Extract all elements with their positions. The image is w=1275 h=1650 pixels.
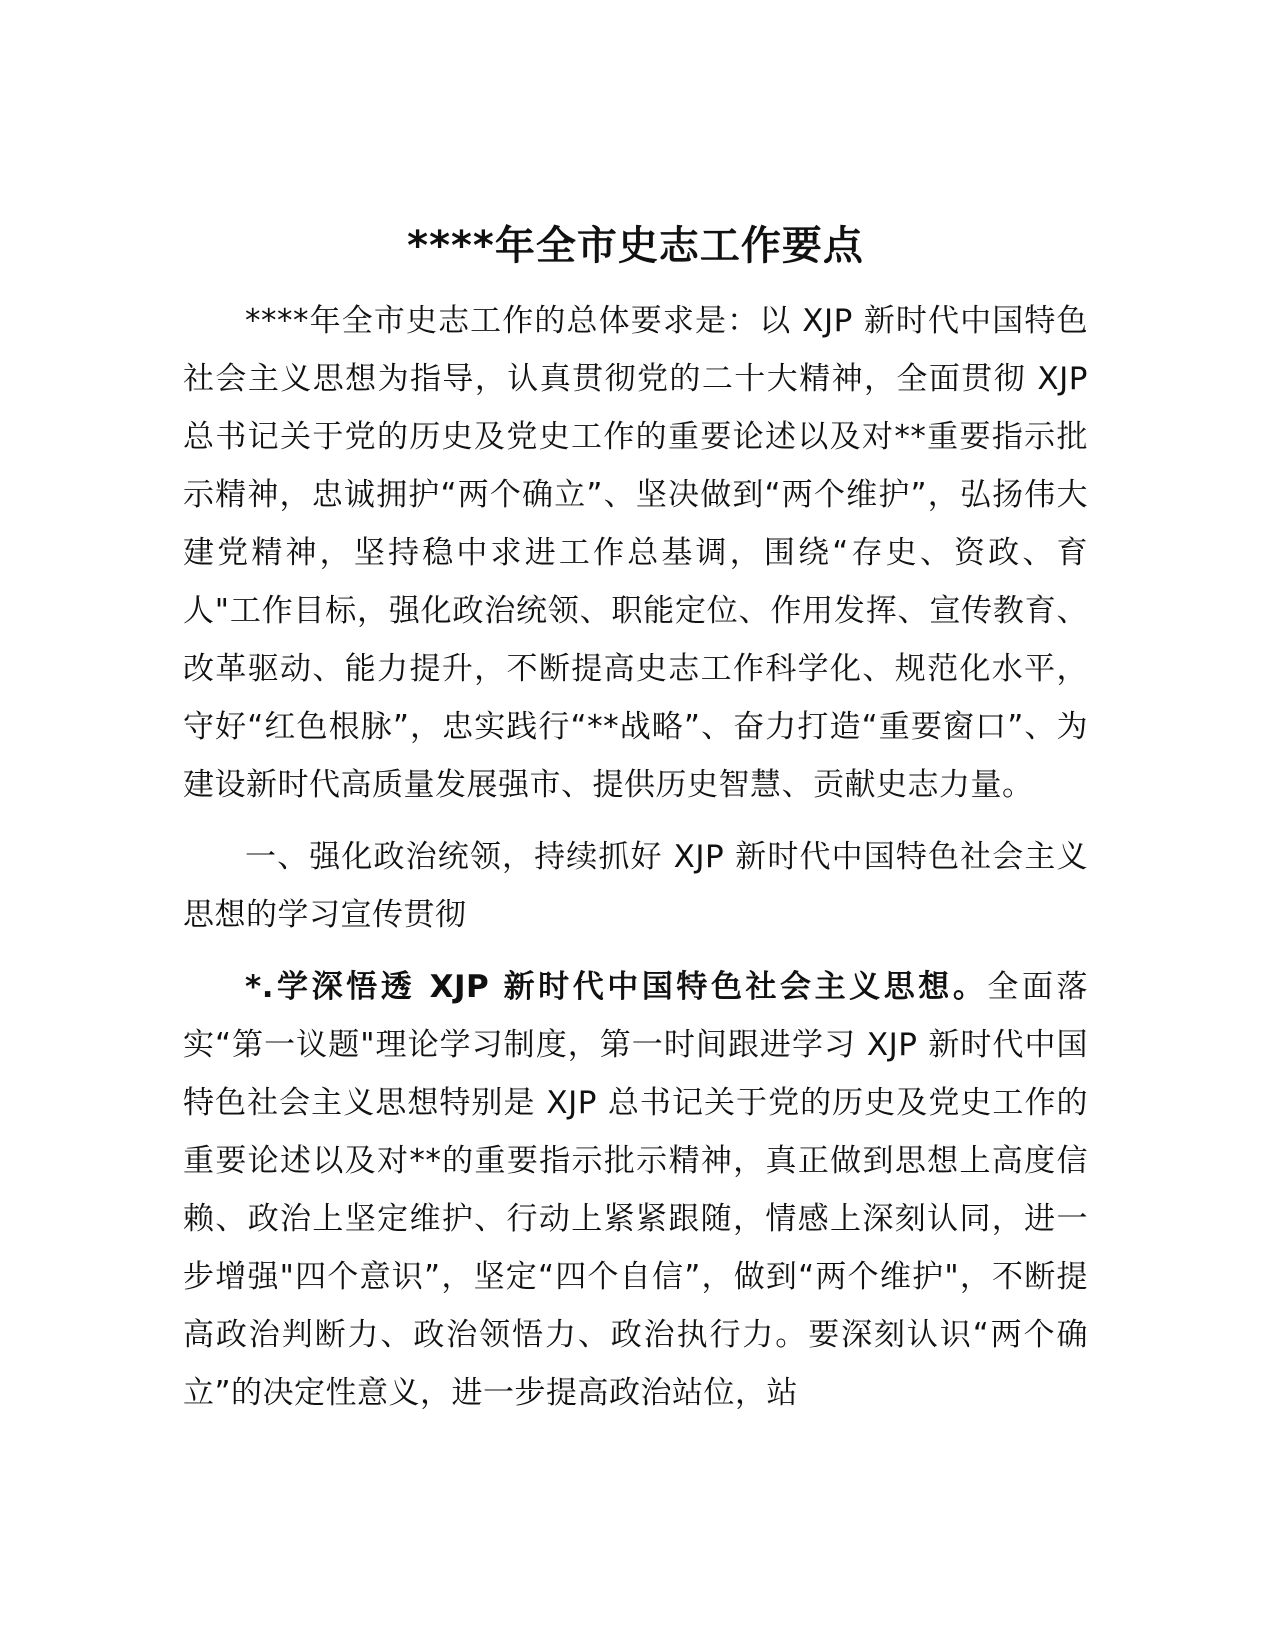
item-lead-sentence: *.学深悟透 XJP 新时代中国特色社会主义思想。 bbox=[245, 969, 988, 1005]
paragraph-text: ****年全市史志工作的总体要求是：以 XJP 新时代中国特色社会主义思想为指导，认真贯彻党的二十大精神，全面贯彻 XJP 总书记关于党的历史及党史工作的重要论述以及对**重要指示批示精神，忠诚拥护“两个确立”、坚决做到“两个维护”，弘扬伟大建党精神，坚持稳中求进工作总基调，围绕“存史、资政、育人"工作目标，强化政治统领、职能定位、作用发挥、宣传教育、改革驱动、能力提升，不断提高史志工作科学化、规范化水平，守好“红色根脉”，忠实践行“**战略”、奋力打造“重要窗口”、为建设新时代高质量发展强市、提供历史智慧、贡献史志力量。 bbox=[183, 303, 1088, 803]
section-heading-text: 一、强化政治统领，持续抓好 XJP 新时代中国特色社会主义思想的学习宣传贯彻 bbox=[183, 839, 1088, 933]
paragraph-general-requirements bbox=[183, 292, 1088, 814]
paragraph-text: 全面落实“第一议题"理论学习制度，第一时间跟进学习 XJP 新时代中国特色社会主义思想特别是 XJP 总书记关于党的历史及党史工作的重要论述以及对**的重要指示批示精神，真正做到思想上高度信赖、政治上坚定维护、行动上紧紧跟随，情感上深刻认同，进一步增强"四个意识”，坚定“四个自信”，做到“两个维护"，不断提高政治判断力、政治领悟力、政治执行力。要深刻认识“两个确立”的决定性意义，进一步提高政治站位，站 bbox=[183, 969, 1089, 1411]
document-title: ****年全市史志工作要点 bbox=[407, 223, 864, 269]
paragraph-item-one bbox=[183, 958, 1088, 1422]
section-heading-one bbox=[183, 828, 1088, 944]
document-body bbox=[183, 218, 1088, 1422]
